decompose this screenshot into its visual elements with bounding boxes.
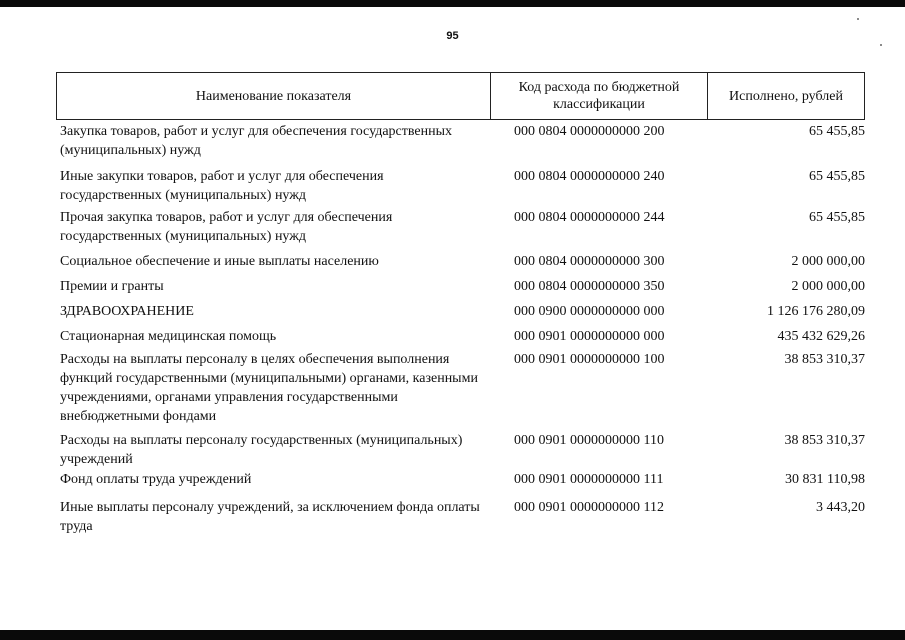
row-amount: 2 000 000,00 [791,254,865,269]
row-amount: 38 853 310,37 [784,433,865,448]
column-header-amount: Исполнено, рублей [707,73,864,119]
row-name: Стационарная медицинская помощь [60,329,277,344]
row-amount: 38 853 310,37 [784,352,865,367]
row-code: 000 0804 0000000000 300 [514,254,665,269]
row-amount: 3 443,20 [816,500,865,515]
row-name: Фонд оплаты труда учреждений [60,472,252,487]
row-name: Расходы на выплаты персоналу в целях обеспечения выполнения функций государственными (муниципальными) органами, казенными учреждениями, органами управления государственными внебюджетными фондами [60,352,478,424]
row-code: 000 0901 0000000000 111 [514,472,664,487]
row-code: 000 0804 0000000000 240 [514,169,665,184]
page-number: 95 [446,30,459,42]
row-name: Социальное обеспечение и иные выплаты населению [60,254,379,269]
row-name: Иные выплаты персоналу учреждений, за исключением фонда оплаты труда [60,500,480,534]
row-name: Прочая закупка товаров, работ и услуг для обеспечения государственных (муниципальных) нужд [60,210,393,244]
row-name: Закупка товаров, работ и услуг для обеспечения государственных (муниципальных) нужд [60,124,453,158]
row-code: 000 0900 0000000000 000 [514,304,665,319]
row-amount: 65 455,85 [809,169,865,184]
row-name: Премии и гранты [60,279,164,294]
row-code: 000 0901 0000000000 100 [514,352,665,367]
row-code: 000 0901 0000000000 000 [514,329,665,344]
row-code: 000 0804 0000000000 244 [514,210,665,225]
row-code: 000 0804 0000000000 350 [514,279,665,294]
row-name: Иные закупки товаров, работ и услуг для обеспечения государственных (муниципальных) нужд [60,169,384,203]
row-amount: 65 455,85 [809,124,865,139]
column-header-name: Наименование показателя [195,88,352,104]
row-name: ЗДРАВООХРАНЕНИЕ [60,304,194,319]
scan-bottom-border [0,630,905,640]
column-header-code: Код расхода по бюджетной классификации [490,73,707,119]
row-code: 000 0804 0000000000 200 [514,124,665,139]
row-code: 000 0901 0000000000 112 [514,500,664,515]
row-name: Расходы на выплаты персоналу государственных (муниципальных) учреждений [60,433,463,467]
row-code: 000 0901 0000000000 110 [514,433,664,448]
row-amount: 65 455,85 [809,210,865,225]
row-amount: 30 831 110,98 [785,472,865,487]
row-amount: 435 432 629,26 [777,329,865,344]
row-amount: 2 000 000,00 [791,279,865,294]
row-amount: 1 126 176 280,09 [767,304,865,319]
